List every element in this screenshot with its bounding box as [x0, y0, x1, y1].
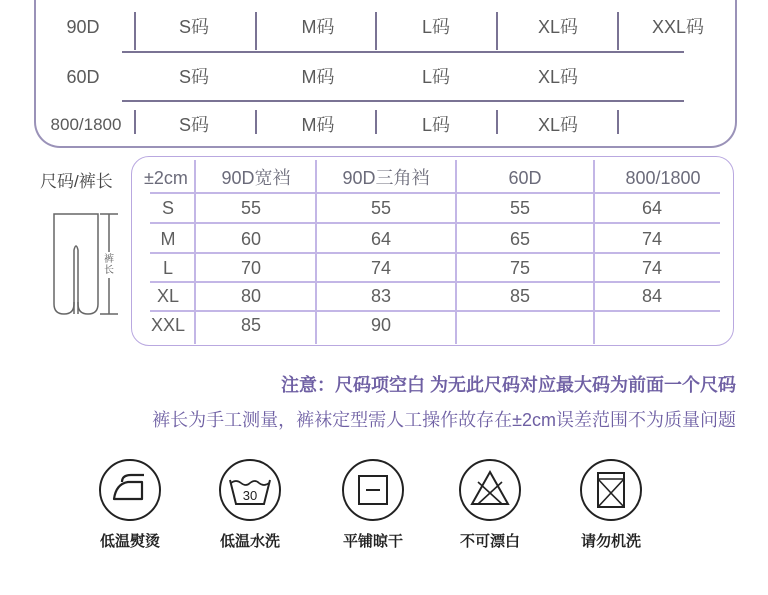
care-label: 平铺晾干 [342, 533, 403, 550]
length-value: 83 [370, 286, 392, 306]
care-item-no-bleach [435, 458, 545, 551]
size-label: L [162, 258, 173, 278]
length-value: 60 [240, 229, 262, 249]
care-item-no-machine-wash [556, 458, 666, 551]
size-cell: M码 [301, 115, 335, 135]
length-value: 64 [641, 198, 663, 218]
grid-line [255, 110, 257, 134]
length-value: 55 [509, 198, 531, 218]
care-item-wash [195, 458, 305, 551]
no-tumble-icon [579, 458, 643, 522]
length-value: 55 [240, 198, 262, 218]
pants-length-diagram [48, 212, 128, 323]
grade-label: 90D [66, 17, 100, 37]
measurement-notice: 裤长为手工测量，裤袜定型需人工操作故存在±2cm误差范围不为质量问题 [152, 410, 736, 430]
length-table-label: 尺码/裤长 [40, 172, 113, 191]
no-bleach-icon [458, 458, 522, 522]
column-header: 90D三角裆 [342, 168, 430, 188]
length-value: 64 [370, 229, 392, 249]
grid-line [150, 281, 720, 283]
pants-length-label: 裤长 [104, 254, 114, 276]
size-cell: XL码 [537, 115, 579, 135]
size-label: XL [156, 286, 180, 306]
size-label: XXL [150, 315, 186, 335]
grade-label: 60D [66, 67, 100, 87]
size-label: S [161, 198, 174, 218]
length-value: 74 [641, 258, 663, 278]
length-value: 85 [509, 286, 531, 306]
iron-icon [98, 458, 162, 522]
size-cell: XL码 [537, 67, 579, 87]
dry-flat-icon [341, 458, 405, 522]
grid-line [617, 12, 619, 50]
grid-line [150, 252, 720, 254]
size-cell: S码 [178, 115, 209, 135]
grid-line [150, 222, 720, 224]
grade-label: 800/1800 [50, 115, 122, 134]
size-cell: L码 [421, 67, 450, 87]
size-cell [618, 110, 738, 154]
size-cell: M码 [301, 17, 335, 37]
grid-line [375, 12, 377, 50]
size-cell: S码 [178, 67, 209, 87]
tolerance-header: ±2cm [144, 168, 188, 188]
grid-line [375, 110, 377, 134]
size-label: M [160, 229, 176, 249]
wash-temperature: 30 [242, 488, 258, 503]
column-header: 90D宽裆 [221, 168, 291, 188]
length-value: 55 [370, 198, 392, 218]
grid-line [255, 12, 257, 50]
care-item-dry-flat [318, 458, 428, 551]
length-value: 70 [240, 258, 262, 278]
size-cell: L码 [421, 17, 450, 37]
grid-line [134, 12, 136, 50]
grid-line [150, 192, 720, 194]
grid-line [122, 51, 684, 53]
size-cell: XL码 [537, 17, 579, 37]
size-cell: XXL码 [651, 17, 705, 37]
care-label: 不可漂白 [459, 533, 520, 550]
length-value: 74 [370, 258, 392, 278]
grid-line [134, 110, 136, 134]
care-label: 低温熨烫 [99, 533, 160, 550]
grid-line [496, 110, 498, 134]
size-cell: S码 [178, 17, 209, 37]
length-value: 90 [370, 315, 392, 335]
length-value: 74 [641, 229, 663, 249]
grid-line [150, 310, 720, 312]
length-value: 85 [240, 315, 262, 335]
care-label: 请勿机洗 [580, 533, 641, 550]
column-header: 800/1800 [625, 168, 701, 188]
grid-line [617, 110, 619, 134]
care-item-iron [75, 458, 185, 551]
grid-line [122, 100, 684, 102]
grid-line [496, 12, 498, 50]
wash-30-icon [218, 458, 282, 522]
care-label: 低温水洗 [219, 533, 280, 550]
size-notice: 注意：尺码项空白 为无此尺码对应最大码为前面一个尺码 [281, 375, 736, 395]
pants-icon [48, 212, 128, 318]
size-cell: M码 [301, 67, 335, 87]
length-value: 75 [509, 258, 531, 278]
length-value: 84 [641, 286, 663, 306]
length-value: 80 [240, 286, 262, 306]
column-header: 60D [508, 168, 542, 188]
length-value: 65 [509, 229, 531, 249]
size-cell: L码 [421, 115, 450, 135]
